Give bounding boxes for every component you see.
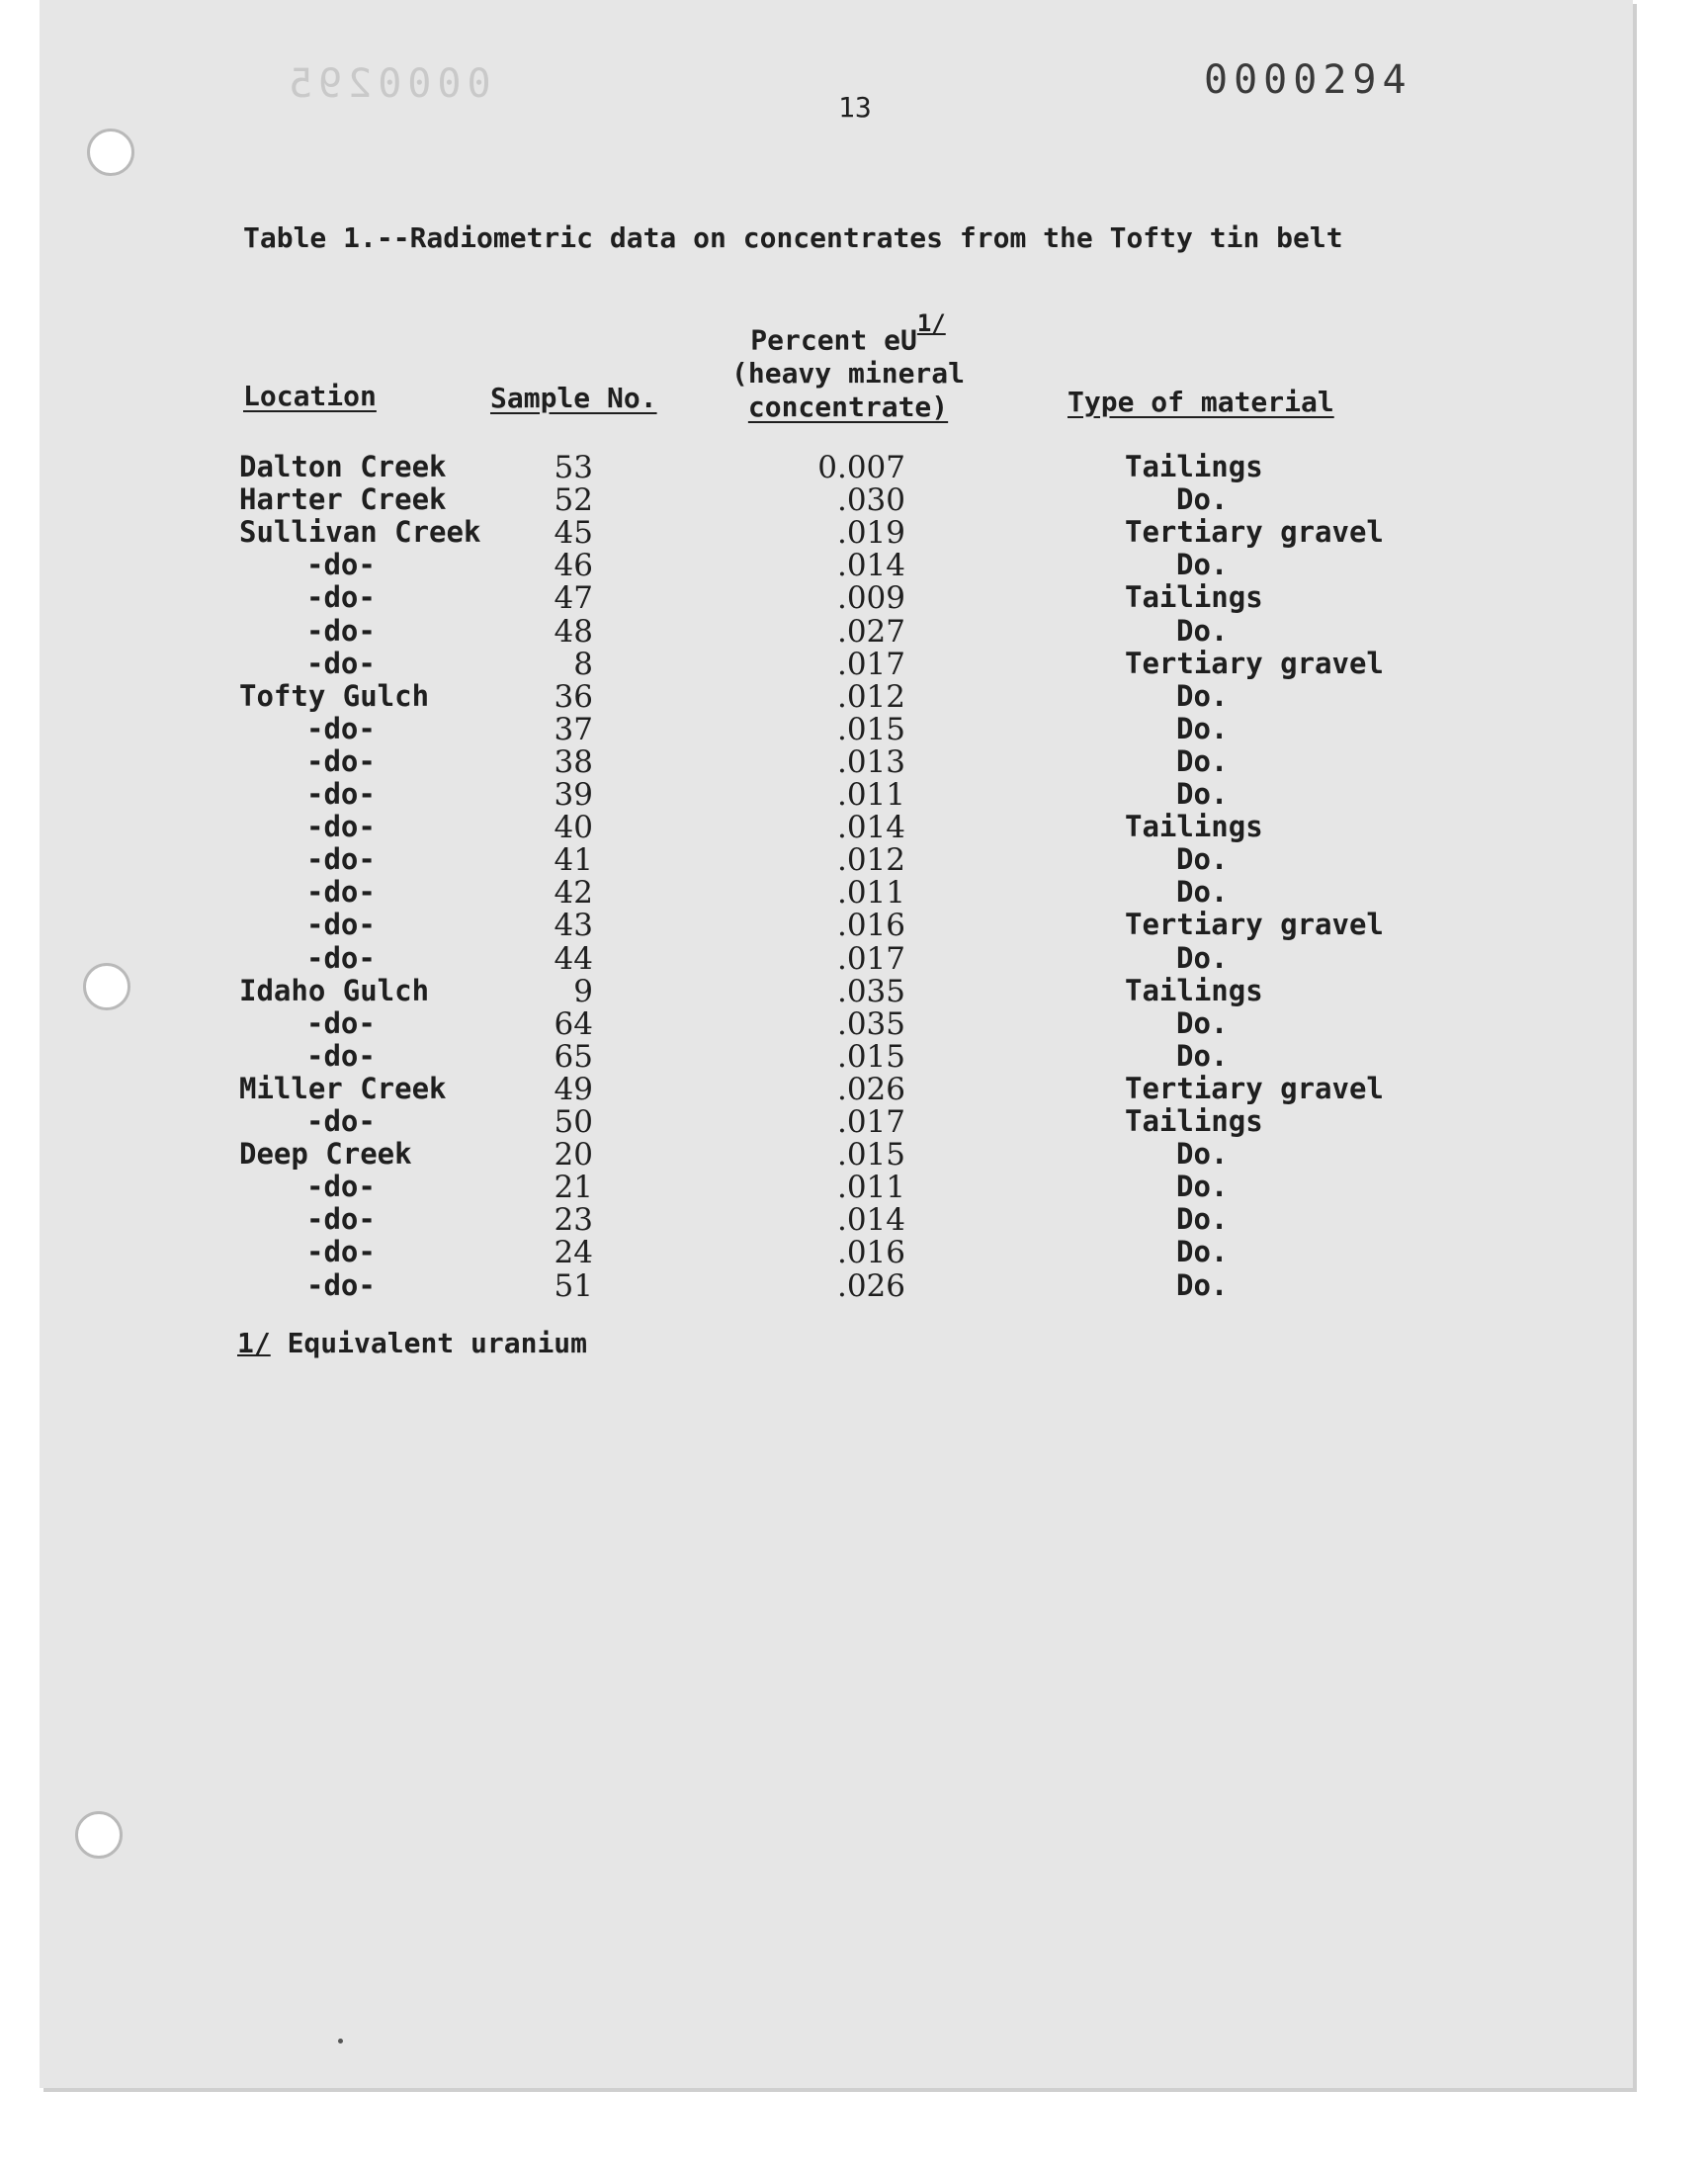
cell-type-of-material: Do. — [1176, 1170, 1229, 1204]
cell-type-of-material: Do. — [1176, 875, 1229, 910]
cell-sample-no: 23 — [554, 1202, 593, 1239]
cell-type-of-material: Do. — [1176, 1137, 1229, 1172]
cell-percent-eu: .009 — [836, 580, 905, 617]
cell-location: -do- — [306, 875, 376, 910]
cell-type-of-material: Tertiary gravel — [1125, 515, 1384, 550]
cell-type-of-material: Do. — [1176, 743, 1229, 778]
cell-sample-no: 52 — [554, 482, 593, 519]
cell-location: -do- — [306, 743, 376, 778]
cell-location: -do- — [306, 646, 376, 680]
cell-location: -do- — [306, 810, 376, 844]
cell-type-of-material: Tailings — [1125, 580, 1263, 615]
cell-sample-no: 48 — [554, 613, 593, 650]
cell-type-of-material: Do. — [1176, 777, 1229, 811]
cell-location: Idaho Gulch — [239, 973, 430, 1007]
cell-percent-eu: .014 — [836, 810, 905, 846]
cell-sample-no: 65 — [554, 1038, 593, 1075]
cell-percent-eu: .017 — [836, 1104, 905, 1140]
cell-location: Deep Creek — [239, 1137, 412, 1172]
cell-sample-no: 21 — [554, 1170, 593, 1206]
header-percent-line1: Percent eU — [750, 323, 917, 357]
footnote-reference: 1/ — [916, 309, 946, 337]
table-title: Table 1.--Radiometric data on concentrates from the Tofty tin belt — [243, 221, 1343, 254]
cell-location: -do- — [306, 580, 376, 615]
cell-location: -do- — [306, 1104, 376, 1138]
cell-sample-no: 53 — [554, 450, 593, 485]
header-sample-no: Sample No. — [490, 382, 657, 414]
cell-location: -do- — [306, 1202, 376, 1237]
cell-type-of-material: Do. — [1176, 482, 1229, 517]
cell-location: -do- — [306, 1235, 376, 1269]
footnote — [237, 1327, 587, 1359]
punch-hole-bottom — [75, 1811, 123, 1859]
cell-type-of-material: Tertiary gravel — [1125, 908, 1384, 942]
cell-type-of-material: Do. — [1176, 1235, 1229, 1269]
cell-percent-eu: .014 — [836, 548, 905, 584]
cell-location: -do- — [306, 842, 376, 877]
cell-location: -do- — [306, 613, 376, 648]
cell-location: -do- — [306, 548, 376, 582]
cell-percent-eu: .019 — [836, 515, 905, 552]
cell-type-of-material: Tailings — [1125, 1104, 1263, 1138]
cell-location: Harter Creek — [239, 482, 447, 517]
cell-type-of-material: Tailings — [1125, 810, 1263, 844]
cell-type-of-material: Tertiary gravel — [1125, 646, 1384, 680]
cell-sample-no: 49 — [554, 1071, 593, 1107]
cell-percent-eu: .035 — [836, 973, 905, 1009]
document-stamp-number: 0000294 — [1204, 57, 1412, 103]
cell-percent-eu: .035 — [836, 1005, 905, 1042]
cell-sample-no: 44 — [554, 940, 593, 977]
cell-percent-eu: .013 — [836, 743, 905, 780]
cell-type-of-material: Do. — [1176, 678, 1229, 713]
cell-percent-eu: 0.007 — [817, 450, 905, 485]
cell-type-of-material: Do. — [1176, 1005, 1229, 1040]
cell-location: -do- — [306, 1267, 376, 1302]
cell-location: -do- — [306, 777, 376, 811]
cell-location: -do- — [306, 940, 376, 975]
cell-sample-no: 64 — [554, 1005, 593, 1042]
cell-sample-no: 9 — [573, 973, 593, 1009]
header-percent-eu — [731, 309, 966, 424]
cell-type-of-material: Do. — [1176, 548, 1229, 582]
cell-percent-eu: .027 — [836, 613, 905, 650]
cell-sample-no: 38 — [554, 743, 593, 780]
cell-type-of-material: Do. — [1176, 842, 1229, 877]
cell-sample-no: 24 — [554, 1235, 593, 1271]
cell-percent-eu: .015 — [836, 1137, 905, 1174]
cell-type-of-material: Tailings — [1125, 973, 1263, 1007]
cell-percent-eu: .014 — [836, 1202, 905, 1239]
cell-location: Tofty Gulch — [239, 678, 430, 713]
cell-type-of-material: Tertiary gravel — [1125, 1071, 1384, 1105]
cell-percent-eu: .017 — [836, 646, 905, 682]
cell-type-of-material: Tailings — [1125, 450, 1263, 483]
cell-percent-eu: .030 — [836, 482, 905, 519]
cell-percent-eu: .017 — [836, 940, 905, 977]
cell-sample-no: 47 — [554, 580, 593, 617]
cell-sample-no: 8 — [573, 646, 593, 682]
cell-type-of-material: Do. — [1176, 613, 1229, 648]
cell-sample-no: 51 — [554, 1267, 593, 1304]
cell-location: Dalton Creek — [239, 450, 447, 483]
cell-percent-eu: .015 — [836, 1038, 905, 1075]
cell-type-of-material: Do. — [1176, 940, 1229, 975]
cell-type-of-material: Do. — [1176, 1267, 1229, 1302]
cell-location: -do- — [306, 711, 376, 745]
header-location: Location — [243, 380, 377, 412]
header-type-of-material: Type of material — [1068, 386, 1334, 418]
cell-type-of-material: Do. — [1176, 1202, 1229, 1237]
cell-location: Miller Creek — [239, 1071, 447, 1105]
punch-hole-middle — [83, 963, 130, 1010]
punch-hole-top — [87, 129, 134, 176]
cell-sample-no: 20 — [554, 1137, 593, 1174]
cell-type-of-material: Do. — [1176, 711, 1229, 745]
cell-percent-eu: .026 — [836, 1267, 905, 1304]
cell-percent-eu: .011 — [836, 875, 905, 912]
cell-percent-eu: .012 — [836, 842, 905, 879]
cell-location: -do- — [306, 1005, 376, 1040]
cell-sample-no: 42 — [554, 875, 593, 912]
bleed-through-stamp: 0000295 — [283, 61, 491, 107]
cell-type-of-material: Do. — [1176, 1038, 1229, 1073]
cell-percent-eu: .026 — [836, 1071, 905, 1107]
cell-sample-no: 50 — [554, 1104, 593, 1140]
header-percent-line3: concentrate) — [747, 391, 949, 424]
cell-sample-no: 37 — [554, 711, 593, 747]
cell-sample-no: 40 — [554, 810, 593, 846]
cell-location: -do- — [306, 1170, 376, 1204]
cell-percent-eu: .016 — [836, 1235, 905, 1271]
cell-location: Sullivan Creek — [239, 515, 481, 550]
cell-percent-eu: .011 — [836, 1170, 905, 1206]
footnote-text: Equivalent uranium — [287, 1327, 588, 1359]
cell-sample-no: 46 — [554, 548, 593, 584]
cell-percent-eu: .011 — [836, 777, 905, 813]
footnote-mark: 1/ — [237, 1327, 271, 1359]
header-percent-line2: (heavy mineral — [731, 357, 966, 391]
cell-sample-no: 45 — [554, 515, 593, 552]
cell-location: -do- — [306, 1038, 376, 1073]
page-number: 13 — [838, 91, 872, 124]
cell-sample-no: 43 — [554, 908, 593, 944]
cell-sample-no: 36 — [554, 678, 593, 715]
cell-percent-eu: .016 — [836, 908, 905, 944]
cell-sample-no: 39 — [554, 777, 593, 813]
cell-percent-eu: .012 — [836, 678, 905, 715]
cell-percent-eu: .015 — [836, 711, 905, 747]
cell-location: -do- — [306, 908, 376, 942]
cell-sample-no: 41 — [554, 842, 593, 879]
paper-speck — [338, 2039, 343, 2044]
